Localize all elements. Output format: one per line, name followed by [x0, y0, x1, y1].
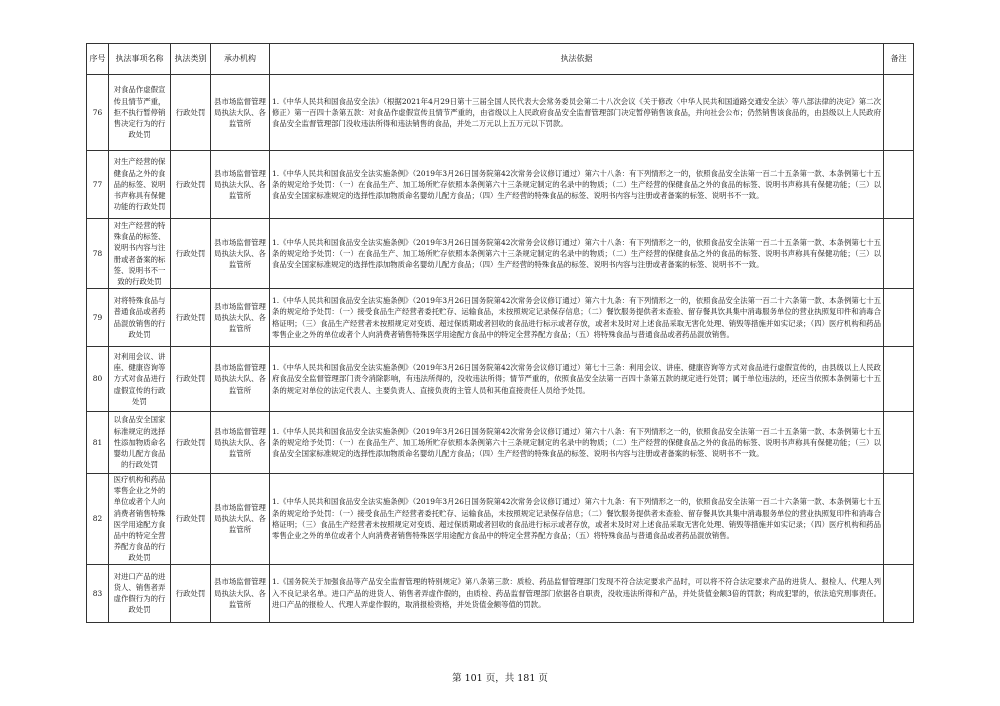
- item-name: 医疗机构和药品零售企业之外的单位或者个人向消费者销售特殊医学用途配方食品中的特定全营养配方食品的行政处罚: [109, 474, 171, 565]
- enforcement-type: 行政处罚: [171, 75, 211, 151]
- responsible-org: 县市场监督管理局执法大队、各监管所: [211, 75, 270, 151]
- table-row: [87, 474, 914, 565]
- item-name: 对食品作虚假宣传且情节严重，拒不执行暂停销售决定行为的行政处罚: [109, 75, 171, 151]
- table-row: [87, 219, 914, 289]
- header-org: 承办机构: [211, 44, 270, 75]
- remarks: [884, 347, 914, 412]
- table-row: [87, 75, 914, 151]
- row-number: 78: [87, 219, 109, 289]
- responsible-org: 县市场监督管理局执法大队、各监管所: [211, 564, 270, 622]
- row-number: 77: [87, 151, 109, 219]
- remarks: [884, 412, 914, 474]
- responsible-org: 县市场监督管理局执法大队、各监管所: [211, 289, 270, 347]
- table-row: [87, 564, 914, 622]
- enforcement-type: 行政处罚: [171, 289, 211, 347]
- legal-basis: 1.《中华人民共和国食品安全法实施条例》（2019年3月26日国务院第42次常务会议修订通过）第六十八条：有下列情形之一的，依照食品安全法第一百二十五条第一款、本条例第七十五条的规定给予处罚：（一）在食品生产、加工场所贮存依照本条例第六十三条规定制定的名录中的物质；（二）生产经营的保健食品之外的食品的标签、说明书声称具有保健功能；（三）以食品安全国家标准规定的选择性添加物质命名婴幼儿配方食品；（四）生产经营的特殊食品的标签、说明书内容与注册或者备案的标签、说明书不一致。: [270, 219, 884, 289]
- legal-basis: 1.《中华人民共和国食品安全法实施条例》（2019年3月26日国务院第42次常务会议修订通过）第六十九条：有下列情形之一的，依照食品安全法第一百二十六条第一款、本条例第七十五条的规定给予处罚：（一）接受食品生产经营者委托贮存、运输食品，未按照规定记录保存信息；（二）餐饮服务提供者未查验、留存餐具饮具集中消毒服务单位的营业执照复印件和消毒合格证明；（三）食品生产经营者未按照规定对变质、超过保质期或者回收的食品进行标示或者存放，或者未及时对上述食品采取无害化处理、销毁等措施并如实记录；（四）医疗机构和药品零售企业之外的单位或者个人向消费者销售特殊医学用途配方食品中的特定全营养配方食品；（五）将特殊食品与普通食品或者药品混放销售。: [270, 289, 884, 347]
- enforcement-type: 行政处罚: [171, 474, 211, 565]
- responsible-org: 县市场监督管理局执法大队、各监管所: [211, 151, 270, 219]
- remarks: [884, 75, 914, 151]
- legal-basis: 1.《中华人民共和国食品安全法实施条例》（2019年3月26日国务院第42次常务会议修订通过）第六十八条：有下列情形之一的，依照食品安全法第一百二十五条第一款、本条例第七十五条的规定给予处罚：（一）在食品生产、加工场所贮存依照本条例第六十三条规定制定的名录中的物质；（二）生产经营的保健食品之外的食品的标签、说明书声称具有保健功能；（三）以食品安全国家标准规定的选择性添加物质命名婴幼儿配方食品；（四）生产经营的特殊食品的标签、说明书内容与注册或者备案的标签、说明书不一致。: [270, 412, 884, 474]
- item-name: 对进口产品的进货人、销售者弄虚作假行为的行政处罚: [109, 564, 171, 622]
- legal-basis: 1.《中华人民共和国食品安全法实施条例》（2019年3月26日国务院第42次常务会议修订通过）第七十三条：利用会议、讲座、健康咨询等方式对食品进行虚假宣传的，由县级以上人民政府食品安全监督管理部门责令消除影响，有违法所得的，没收违法所得；情节严重的，依照食品安全法第一百四十条第五款的规定进行处罚；属于单位违法的，还应当依照本条例第七十五条的规定对单位的法定代表人、主要负责人、直接负责的主管人员和其他直接责任人员给予处罚。: [270, 347, 884, 412]
- row-number: 82: [87, 474, 109, 565]
- enforcement-type: 行政处罚: [171, 151, 211, 219]
- header-num: 序号: [87, 44, 109, 75]
- row-number: 76: [87, 75, 109, 151]
- remarks: [884, 564, 914, 622]
- remarks: [884, 219, 914, 289]
- enforcement-type: 行政处罚: [171, 564, 211, 622]
- header-item: 执法事项名称: [109, 44, 171, 75]
- enforcement-table: [86, 43, 914, 623]
- item-name: 对将特殊食品与普通食品或者药品混放销售的行政处罚: [109, 289, 171, 347]
- legal-basis: 1.《中华人民共和国食品安全法》（根据2021年4月29日第十三届全国人民代表大会常务委员会第二十八次会议《关于修改〈中华人民共和国道路交通安全法〉等八部法律的决定》第二次修正）第一百四十条第五款：对食品作虚假宣传且情节严重的，由省级以上人民政府食品安全监督管理部门决定暂停销售该食品，并向社会公布；仍然销售该食品的，由县级以上人民政府食品安全监督管理部门没收违法所得和违法销售的食品，并处二万元以上五万元以下罚款。: [270, 75, 884, 151]
- table-header-row: [87, 44, 914, 75]
- row-number: 79: [87, 289, 109, 347]
- enforcement-type: 行政处罚: [171, 412, 211, 474]
- page-footer: 第 101 页，共 181 页: [452, 673, 548, 684]
- legal-basis: 1.《中华人民共和国食品安全法实施条例》（2019年3月26日国务院第42次常务会议修订通过）第六十九条：有下列情形之一的，依照食品安全法第一百二十六条第一款、本条例第七十五条的规定给予处罚：（一）接受食品生产经营者委托贮存、运输食品，未按照规定记录保存信息；（二）餐饮服务提供者未查验、留存餐具饮具集中消毒服务单位的营业执照复印件和消毒合格证明；（三）食品生产经营者未按照规定对变质、超过保质期或者回收的食品进行标示或者存放，或者未及时对上述食品采取无害化处理、销毁等措施并如实记录；（四）医疗机构和药品零售企业之外的单位或者个人向消费者销售特殊医学用途配方食品中的特定全营养配方食品；（五）将特殊食品与普通食品或者药品混放销售。: [270, 474, 884, 565]
- item-name: 对生产经营的保健食品之外的食品的标签、说明书声称具有保健功能的行政处罚: [109, 151, 171, 219]
- remarks: [884, 289, 914, 347]
- responsible-org: 县市场监督管理局执法大队、各监管所: [211, 347, 270, 412]
- item-name: 对生产经营的特殊食品的标签、说明书内容与注册或者备案的标签、说明书不一致的行政处罚: [109, 219, 171, 289]
- table-row: [87, 289, 914, 347]
- row-number: 83: [87, 564, 109, 622]
- enforcement-type: 行政处罚: [171, 219, 211, 289]
- item-name: 对利用会议、讲座、健康咨询等方式对食品进行虚假宣传的行政处罚: [109, 347, 171, 412]
- table-row: [87, 347, 914, 412]
- item-name: 以食品安全国家标准规定的选择性添加物质命名婴幼儿配方食品的行政处罚: [109, 412, 171, 474]
- remarks: [884, 151, 914, 219]
- legal-basis: 1.《国务院关于加强食品等产品安全监督管理的特别规定》第八条第三款：质检、药品监督管理部门发现不符合法定要求产品时，可以将不符合法定要求产品的进货人、报检人、代理人列入不良记录名单。进口产品的进货人、销售者弄虚作假的，由质检、药品监督管理部门依据各自职责，没收违法所得和产品，并处货值金额3倍的罚款；构成犯罪的，依法追究刑事责任。进口产品的报检人、代理人弄虚作假的，取消报检资格，并处货值金额等值的罚款。: [270, 564, 884, 622]
- remarks: [884, 474, 914, 565]
- table-row: [87, 412, 914, 474]
- responsible-org: 县市场监督管理局执法大队、各监管所: [211, 474, 270, 565]
- table-row: [87, 151, 914, 219]
- row-number: 81: [87, 412, 109, 474]
- header-basis: 执法依据: [270, 44, 884, 75]
- legal-basis: 1.《中华人民共和国食品安全法实施条例》（2019年3月26日国务院第42次常务会议修订通过）第六十八条：有下列情形之一的，依照食品安全法第一百二十五条第一款、本条例第七十五条的规定给予处罚：（一）在食品生产、加工场所贮存依照本条例第六十三条规定制定的名录中的物质；（二）生产经营的保健食品之外的食品的标签、说明书声称具有保健功能；（三）以食品安全国家标准规定的选择性添加物质命名婴幼儿配方食品；（四）生产经营的特殊食品的标签、说明书内容与注册或者备案的标签、说明书不一致。: [270, 151, 884, 219]
- header-note: 备注: [884, 44, 914, 75]
- responsible-org: 县市场监督管理局执法大队、各监管所: [211, 412, 270, 474]
- row-number: 80: [87, 347, 109, 412]
- responsible-org: 县市场监督管理局执法大队、各监管所: [211, 219, 270, 289]
- header-type: 执法类别: [171, 44, 211, 75]
- enforcement-type: 行政处罚: [171, 347, 211, 412]
